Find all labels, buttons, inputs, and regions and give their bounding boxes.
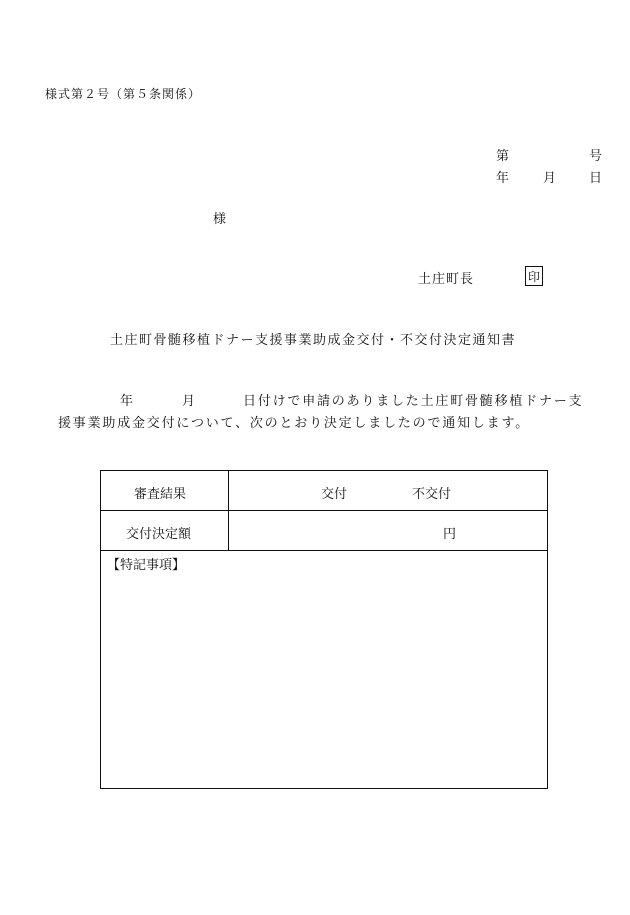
amount-unit: 円 — [443, 527, 457, 542]
date-day: 日 — [589, 171, 603, 186]
date-year: 年 — [496, 171, 510, 186]
number-suffix: 号 — [589, 149, 603, 164]
body-year: 年 — [120, 394, 135, 409]
amount-label: 交付決定額 — [126, 527, 192, 542]
column-divider — [228, 471, 229, 551]
number-prefix: 第 — [496, 149, 510, 164]
table-row-amount — [101, 511, 547, 551]
result-label: 審査結果 — [134, 487, 187, 502]
decision-table — [100, 470, 548, 789]
addressee-honorific: 様 — [213, 212, 227, 227]
form-number: 様式第２号（第５条関係） — [45, 87, 202, 101]
remarks-label: 【特記事項】 — [107, 558, 186, 573]
option-no-grant: 不交付 — [412, 487, 452, 502]
body-line2: 援事業助成金交付について、次のとおり決定しましたので通知します。 — [58, 416, 531, 431]
date-month: 月 — [543, 171, 557, 186]
issuer-title: 土庄町長 — [418, 272, 475, 287]
table-row-result — [101, 471, 547, 511]
option-grant: 交付 — [321, 487, 348, 502]
document-title: 土庄町骨髄移植ドナー支援事業助成金交付・不交付決定通知書 — [110, 333, 517, 348]
body-line1: 日付けで申請のありました土庄町骨髄移植ドナー支 — [243, 394, 584, 409]
seal-mark: 印 — [525, 266, 543, 286]
body-month: 月 — [182, 394, 197, 409]
